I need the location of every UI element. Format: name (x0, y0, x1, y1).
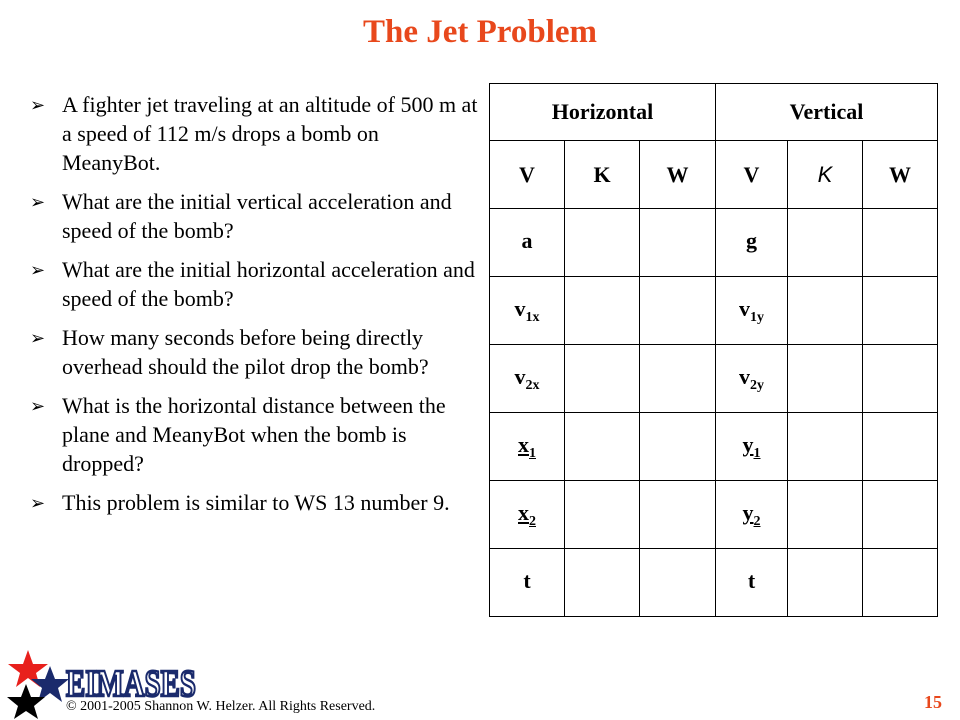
cell-empty[interactable] (565, 209, 640, 277)
page-number: 15 (924, 692, 942, 712)
cell-variable: $v_{2x}$ (490, 345, 565, 413)
cell-empty[interactable] (565, 345, 640, 413)
cell-empty[interactable] (788, 277, 863, 345)
cell-h-k: K (565, 141, 640, 209)
cell-empty[interactable] (863, 481, 938, 549)
bullet-item (30, 255, 480, 313)
bullet-item (30, 391, 480, 478)
bullet-text: A fighter jet traveling at an altitude of 500 m at a speed of 112 m/s drops a bomb on MeanyBot. (62, 92, 478, 175)
copyright-text: © 2001-2005 Shannon W. Helzer. All Rights Reserved. (66, 699, 376, 714)
vkw-row (490, 141, 938, 209)
cell-empty[interactable] (565, 413, 640, 481)
table-row (490, 481, 938, 549)
cell-variable: $x_2$ (490, 481, 565, 549)
arrow-bullet-icon: ➢ (30, 328, 46, 348)
bullet-item (30, 90, 480, 177)
bullet-text: What are the initial vertical acceleration and speed of the bomb? (62, 189, 452, 243)
cell-variable: g (716, 209, 788, 277)
cell-v-w: W (863, 141, 938, 209)
arrow-bullet-icon: ➢ (30, 95, 46, 115)
cell-empty[interactable] (788, 413, 863, 481)
black-star-icon (7, 684, 45, 719)
cell-variable: a (490, 209, 565, 277)
cell-empty[interactable] (788, 549, 863, 617)
table-row (490, 413, 938, 481)
table-row (490, 549, 938, 617)
cell-empty[interactable] (788, 209, 863, 277)
cell-variable: $y_1$ (716, 413, 788, 481)
cell-variable: t (490, 549, 565, 617)
table-row (490, 209, 938, 277)
cell-empty[interactable] (565, 481, 640, 549)
logo-text: EIMASES (66, 663, 196, 705)
cell-v-k: K (788, 141, 863, 209)
cell-empty[interactable] (863, 413, 938, 481)
bullet-text: What are the initial horizontal acceleration and speed of the bomb? (62, 257, 475, 311)
slide-title: The Jet Problem (362, 14, 597, 50)
table-header-row (490, 84, 938, 141)
cell-h-v: V (490, 141, 565, 209)
cell-variable: $v_{1x}$ (490, 277, 565, 345)
cell-h-w: W (640, 141, 716, 209)
cell-empty[interactable] (640, 413, 716, 481)
arrow-bullet-icon: ➢ (30, 396, 46, 416)
table-row (490, 345, 938, 413)
bullet-text: How many seconds before being directly overhead should the pilot drop the bomb? (62, 325, 429, 379)
header-vertical: Vertical (716, 84, 938, 141)
cell-empty[interactable] (640, 209, 716, 277)
bullet-text: What is the horizontal distance between the plane and MeanyBot when the bomb is dropped? (62, 393, 446, 476)
arrow-bullet-icon: ➢ (30, 493, 46, 513)
arrow-bullet-icon: ➢ (30, 192, 46, 212)
cell-empty[interactable] (640, 345, 716, 413)
cell-v-v: V (716, 141, 788, 209)
vkw-table (489, 83, 938, 617)
cell-empty[interactable] (788, 481, 863, 549)
cell-empty[interactable] (565, 277, 640, 345)
cell-empty[interactable] (640, 481, 716, 549)
bullet-list (30, 90, 480, 528)
cell-variable: $v_{1y}$ (716, 277, 788, 345)
cell-variable: t (716, 549, 788, 617)
bullet-item (30, 187, 480, 245)
header-horizontal: Horizontal (490, 84, 716, 141)
cell-empty[interactable] (640, 277, 716, 345)
arrow-bullet-icon: ➢ (30, 260, 46, 280)
bullet-text: This problem is similar to WS 13 number 9. (62, 490, 450, 515)
cell-empty[interactable] (863, 277, 938, 345)
cell-variable: $v_{2y}$ (716, 345, 788, 413)
bullet-item (30, 488, 480, 518)
cell-empty[interactable] (863, 549, 938, 617)
cell-variable: $y_2$ (716, 481, 788, 549)
cell-empty[interactable] (640, 549, 716, 617)
bullet-item (30, 323, 480, 381)
cell-variable: $x_1$ (490, 413, 565, 481)
cell-empty[interactable] (863, 345, 938, 413)
cell-empty[interactable] (788, 345, 863, 413)
cell-empty[interactable] (863, 209, 938, 277)
table-row (490, 277, 938, 345)
cell-empty[interactable] (565, 549, 640, 617)
